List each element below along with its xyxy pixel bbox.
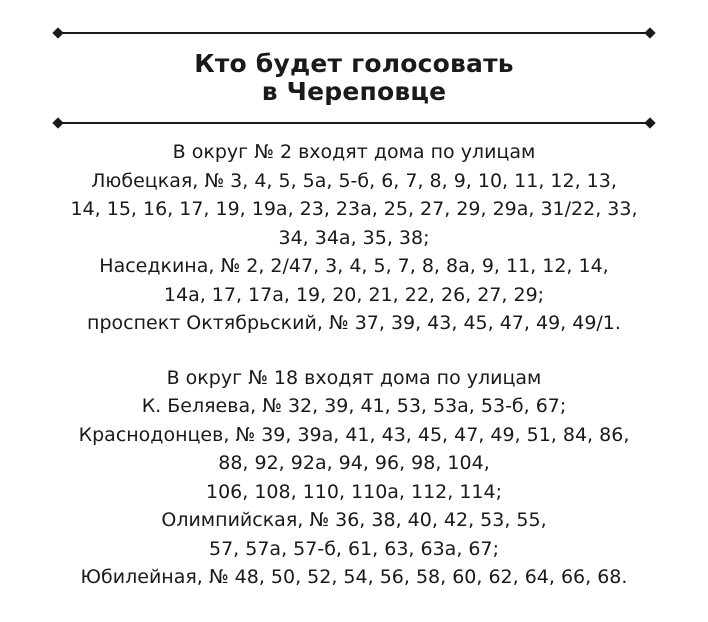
district-18-intro: В округ № 18 входят дома по улицам <box>166 366 542 389</box>
headline-line-1: Кто будет голосовать <box>194 49 514 78</box>
street-line: 106, 108, 110, 110а, 112, 114; <box>205 480 503 503</box>
headline-divider <box>54 117 654 129</box>
street-line: Олимпийская, № 36, 38, 40, 42, 53, 55, <box>161 509 547 531</box>
rule-line <box>60 122 648 124</box>
street-line: проспект Октябрьский, № 37, 39, 43, 45, 47, 49, 49/1. <box>87 312 621 334</box>
district-2-intro: В округ № 2 входят дома по улицам <box>172 141 536 163</box>
street-line: 57, 57а, 57-б, 61, 63, 63а, 67; <box>209 537 499 560</box>
street-line: Юбилейная, № 48, 50, 52, 54, 56, 58, 60, 62, 64, 66, 68. <box>80 566 628 588</box>
street-line: Любецкая, № 3, 4, 5, 5а, 5-б, 6, 7, 8, 9, 10, 11, 12, 13, <box>91 169 617 192</box>
street-line: 14а, 17, 17а, 19, 20, 21, 22, 26, 27, 29; <box>163 283 545 306</box>
district-18-section <box>0 364 708 592</box>
street-line: Краснодонцев, № 39, 39а, 41, 43, 45, 47, 49, 51, 84, 86, <box>78 423 630 446</box>
headline <box>0 50 708 106</box>
section-gap <box>0 338 708 364</box>
street-line: 88, 92, 92а, 94, 96, 98, 104, <box>218 452 490 474</box>
street-line: Наседкина, № 2, 2/47, 3, 4, 5, 7, 8, 8а, 9, 11, 12, 14, <box>99 255 609 277</box>
top-rule <box>54 27 654 39</box>
district-2-section <box>0 138 708 338</box>
diamond-ornament-icon <box>644 27 655 38</box>
diamond-ornament-icon <box>644 117 655 128</box>
headline-line-2: в Череповце <box>261 77 447 106</box>
street-line: 14, 15, 16, 17, 19, 19а, 23, 23а, 25, 27, 29, 29а, 31/22, 33, <box>70 198 638 220</box>
rule-line <box>60 32 648 34</box>
article-body <box>0 138 708 592</box>
street-line: К. Беляева, № 32, 39, 41, 53, 53а, 53-б, 67; <box>141 395 567 417</box>
street-line: 34, 34а, 35, 38; <box>278 226 430 249</box>
